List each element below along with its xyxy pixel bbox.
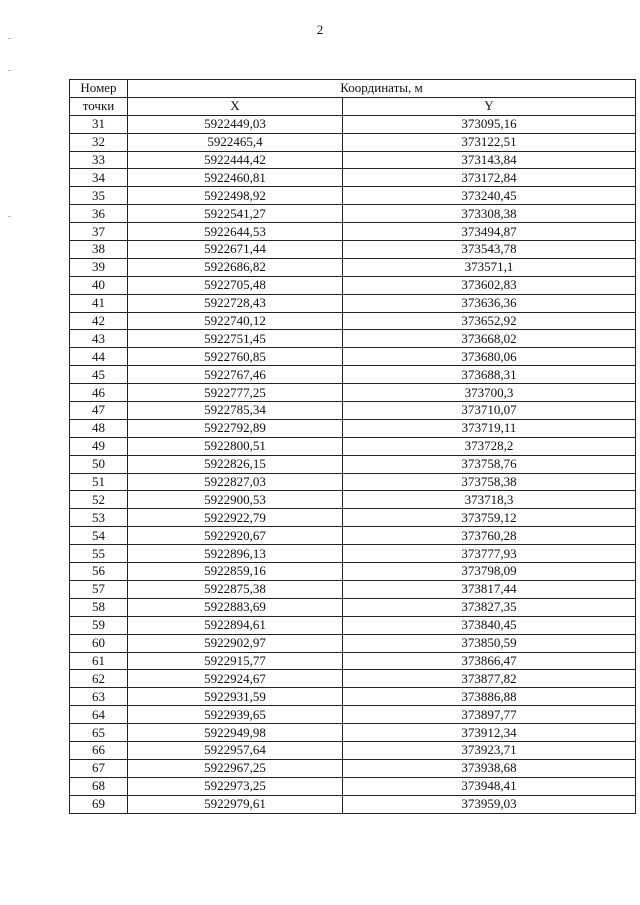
x-coordinate-cell: 5922924,67 xyxy=(128,670,343,688)
y-coordinate-cell: 373719,11 xyxy=(343,419,636,437)
table-row xyxy=(70,491,636,509)
y-coordinate-cell: 373777,93 xyxy=(343,545,636,563)
y-coordinate-cell: 373122,51 xyxy=(343,133,636,151)
point-number-cell: 51 xyxy=(70,473,128,491)
x-coordinate-cell: 5922896,13 xyxy=(128,545,343,563)
x-coordinate-cell: 5922792,89 xyxy=(128,419,343,437)
point-number-cell: 60 xyxy=(70,634,128,652)
point-number-cell: 35 xyxy=(70,187,128,205)
x-coordinate-cell: 5922920,67 xyxy=(128,527,343,545)
x-coordinate-cell: 5922967,25 xyxy=(128,759,343,777)
y-coordinate-cell: 373877,82 xyxy=(343,670,636,688)
x-coordinate-cell: 5922498,92 xyxy=(128,187,343,205)
table-row xyxy=(70,205,636,223)
y-coordinate-cell: 373700,3 xyxy=(343,384,636,402)
x-coordinate-cell: 5922957,64 xyxy=(128,741,343,759)
x-coordinate-cell: 5922541,27 xyxy=(128,205,343,223)
x-coordinate-cell: 5922686,82 xyxy=(128,258,343,276)
y-coordinate-cell: 373728,2 xyxy=(343,437,636,455)
table-row xyxy=(70,545,636,563)
x-coordinate-cell: 5922760,85 xyxy=(128,348,343,366)
table-row xyxy=(70,348,636,366)
point-number-cell: 69 xyxy=(70,795,128,813)
y-coordinate-cell: 373143,84 xyxy=(343,151,636,169)
y-coordinate-cell: 373308,38 xyxy=(343,205,636,223)
header-point-number-line2: точки xyxy=(70,97,128,115)
point-number-cell: 43 xyxy=(70,330,128,348)
table-row xyxy=(70,419,636,437)
y-coordinate-cell: 373710,07 xyxy=(343,402,636,420)
point-number-cell: 55 xyxy=(70,545,128,563)
y-coordinate-cell: 373668,02 xyxy=(343,330,636,348)
y-coordinate-cell: 373760,28 xyxy=(343,527,636,545)
page-number: 2 xyxy=(316,22,324,37)
x-coordinate-cell: 5922973,25 xyxy=(128,777,343,795)
y-coordinate-cell: 373095,16 xyxy=(343,115,636,133)
table-row xyxy=(70,276,636,294)
point-number-cell: 54 xyxy=(70,527,128,545)
table-row xyxy=(70,795,636,813)
point-number-cell: 47 xyxy=(70,402,128,420)
x-coordinate-cell: 5922859,16 xyxy=(128,563,343,581)
table-row xyxy=(70,330,636,348)
table-row xyxy=(70,151,636,169)
table-row xyxy=(70,402,636,420)
table-row xyxy=(70,115,636,133)
x-coordinate-cell: 5922883,69 xyxy=(128,598,343,616)
x-coordinate-cell: 5922915,77 xyxy=(128,652,343,670)
x-coordinate-cell: 5922740,12 xyxy=(128,312,343,330)
y-coordinate-cell: 373680,06 xyxy=(343,348,636,366)
y-coordinate-cell: 373494,87 xyxy=(343,223,636,241)
table-row xyxy=(70,741,636,759)
x-coordinate-cell: 5922465,4 xyxy=(128,133,343,151)
point-number-cell: 32 xyxy=(70,133,128,151)
y-coordinate-cell: 373897,77 xyxy=(343,706,636,724)
y-coordinate-cell: 373758,76 xyxy=(343,455,636,473)
x-coordinate-cell: 5922777,25 xyxy=(128,384,343,402)
y-coordinate-cell: 373827,35 xyxy=(343,598,636,616)
y-coordinate-cell: 373636,36 xyxy=(343,294,636,312)
point-number-cell: 42 xyxy=(70,312,128,330)
table-body xyxy=(70,115,636,813)
table-row xyxy=(70,169,636,187)
x-coordinate-cell: 5922875,38 xyxy=(128,580,343,598)
point-number-cell: 39 xyxy=(70,258,128,276)
table-row xyxy=(70,616,636,634)
point-number-cell: 57 xyxy=(70,580,128,598)
point-number-cell: 62 xyxy=(70,670,128,688)
x-coordinate-cell: 5922939,65 xyxy=(128,706,343,724)
point-number-cell: 46 xyxy=(70,384,128,402)
y-coordinate-cell: 373718,3 xyxy=(343,491,636,509)
point-number-cell: 49 xyxy=(70,437,128,455)
y-coordinate-cell: 373602,83 xyxy=(343,276,636,294)
point-number-cell: 59 xyxy=(70,616,128,634)
x-coordinate-cell: 5922644,53 xyxy=(128,223,343,241)
x-coordinate-cell: 5922979,61 xyxy=(128,795,343,813)
table-row xyxy=(70,777,636,795)
y-coordinate-cell: 373938,68 xyxy=(343,759,636,777)
y-coordinate-cell: 373759,12 xyxy=(343,509,636,527)
y-coordinate-cell: 373912,34 xyxy=(343,724,636,742)
table-row xyxy=(70,652,636,670)
x-coordinate-cell: 5922902,97 xyxy=(128,634,343,652)
table-row xyxy=(70,706,636,724)
table-row xyxy=(70,258,636,276)
table-row xyxy=(70,580,636,598)
y-coordinate-cell: 373850,59 xyxy=(343,634,636,652)
point-number-cell: 41 xyxy=(70,294,128,312)
x-coordinate-cell: 5922826,15 xyxy=(128,455,343,473)
x-coordinate-cell: 5922827,03 xyxy=(128,473,343,491)
point-number-cell: 44 xyxy=(70,348,128,366)
coordinates-table xyxy=(69,79,636,814)
table-row xyxy=(70,294,636,312)
y-coordinate-cell: 373886,88 xyxy=(343,688,636,706)
table-row xyxy=(70,312,636,330)
point-number-cell: 67 xyxy=(70,759,128,777)
point-number-cell: 68 xyxy=(70,777,128,795)
point-number-cell: 33 xyxy=(70,151,128,169)
table-row xyxy=(70,759,636,777)
x-coordinate-cell: 5922900,53 xyxy=(128,491,343,509)
point-number-cell: 56 xyxy=(70,563,128,581)
y-coordinate-cell: 373923,71 xyxy=(343,741,636,759)
point-number-cell: 36 xyxy=(70,205,128,223)
y-coordinate-cell: 373571,1 xyxy=(343,258,636,276)
y-coordinate-cell: 373959,03 xyxy=(343,795,636,813)
table-row xyxy=(70,366,636,384)
point-number-cell: 66 xyxy=(70,741,128,759)
y-coordinate-cell: 373758,38 xyxy=(343,473,636,491)
table-row xyxy=(70,473,636,491)
table-header xyxy=(70,80,636,116)
table-row xyxy=(70,187,636,205)
x-coordinate-cell: 5922444,42 xyxy=(128,151,343,169)
margin-mark xyxy=(8,216,11,217)
y-coordinate-cell: 373948,41 xyxy=(343,777,636,795)
y-coordinate-cell: 373817,44 xyxy=(343,580,636,598)
x-coordinate-cell: 5922800,51 xyxy=(128,437,343,455)
y-coordinate-cell: 373866,47 xyxy=(343,652,636,670)
margin-mark xyxy=(8,38,11,39)
point-number-cell: 50 xyxy=(70,455,128,473)
header-x: X xyxy=(128,97,343,115)
table-row xyxy=(70,241,636,259)
y-coordinate-cell: 373798,09 xyxy=(343,563,636,581)
table-row xyxy=(70,563,636,581)
point-number-cell: 31 xyxy=(70,115,128,133)
table-row xyxy=(70,634,636,652)
x-coordinate-cell: 5922728,43 xyxy=(128,294,343,312)
x-coordinate-cell: 5922705,48 xyxy=(128,276,343,294)
point-number-cell: 64 xyxy=(70,706,128,724)
margin-mark xyxy=(8,70,11,71)
point-number-cell: 53 xyxy=(70,509,128,527)
table-row xyxy=(70,670,636,688)
x-coordinate-cell: 5922767,46 xyxy=(128,366,343,384)
point-number-cell: 37 xyxy=(70,223,128,241)
point-number-cell: 45 xyxy=(70,366,128,384)
y-coordinate-cell: 373840,45 xyxy=(343,616,636,634)
header-y: Y xyxy=(343,97,636,115)
table-row xyxy=(70,724,636,742)
point-number-cell: 58 xyxy=(70,598,128,616)
x-coordinate-cell: 5922949,98 xyxy=(128,724,343,742)
header-coordinates: Координаты, м xyxy=(128,80,636,98)
point-number-cell: 38 xyxy=(70,241,128,259)
table-row xyxy=(70,455,636,473)
table-row xyxy=(70,509,636,527)
point-number-cell: 40 xyxy=(70,276,128,294)
x-coordinate-cell: 5922460,81 xyxy=(128,169,343,187)
table-row xyxy=(70,133,636,151)
table-row xyxy=(70,527,636,545)
point-number-cell: 65 xyxy=(70,724,128,742)
header-point-number-line1: Номер xyxy=(70,80,128,98)
point-number-cell: 63 xyxy=(70,688,128,706)
point-number-cell: 52 xyxy=(70,491,128,509)
point-number-cell: 34 xyxy=(70,169,128,187)
table-row xyxy=(70,437,636,455)
table-row xyxy=(70,223,636,241)
x-coordinate-cell: 5922922,79 xyxy=(128,509,343,527)
table-row xyxy=(70,384,636,402)
y-coordinate-cell: 373543,78 xyxy=(343,241,636,259)
y-coordinate-cell: 373652,92 xyxy=(343,312,636,330)
point-number-cell: 48 xyxy=(70,419,128,437)
x-coordinate-cell: 5922751,45 xyxy=(128,330,343,348)
table-row xyxy=(70,598,636,616)
y-coordinate-cell: 373688,31 xyxy=(343,366,636,384)
x-coordinate-cell: 5922671,44 xyxy=(128,241,343,259)
y-coordinate-cell: 373172,84 xyxy=(343,169,636,187)
x-coordinate-cell: 5922449,03 xyxy=(128,115,343,133)
x-coordinate-cell: 5922931,59 xyxy=(128,688,343,706)
point-number-cell: 61 xyxy=(70,652,128,670)
y-coordinate-cell: 373240,45 xyxy=(343,187,636,205)
x-coordinate-cell: 5922785,34 xyxy=(128,402,343,420)
x-coordinate-cell: 5922894,61 xyxy=(128,616,343,634)
table-row xyxy=(70,688,636,706)
